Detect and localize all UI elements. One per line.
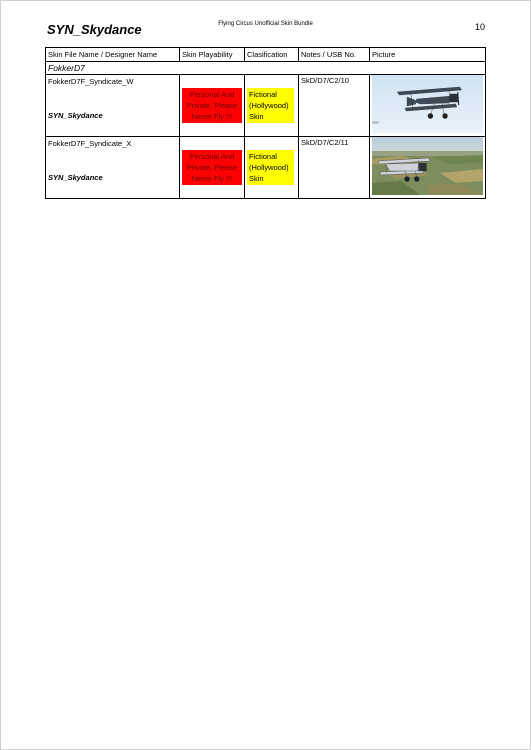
designer-name: SYN_Skydance [48,173,103,182]
skin-table [45,47,486,199]
column-header-classification: Clasification [245,48,299,62]
picture-cell [370,75,486,137]
classification-badge: Fictional (Hollywood) Skin [247,150,294,185]
table-row [46,137,486,199]
playability-badge: Personal And Private, Please Never Fly !!! [182,150,242,185]
skin-name-cell [46,137,180,199]
classification-badge: Fictional (Hollywood) Skin [247,88,294,123]
playability-badge: Personal And Private, Please Never Fly !!! [182,88,242,123]
playability-cell [180,137,245,199]
classification-cell [245,137,299,199]
table-row [46,75,486,137]
notes-cell [299,75,370,137]
skin-file-name: FokkerD7F_Syndicate_W [48,77,134,86]
skin-file-name: FokkerD7F_Syndicate_X [48,139,132,148]
classification-cell [245,75,299,137]
page-number: 10 [475,22,486,32]
table-header-row [46,48,486,62]
usb-number: SkD/D7/C2/11 [301,138,349,147]
skin-name-cell [46,75,180,137]
document-subtitle: Flying Circus Unofficial Skin Bundle [218,21,313,27]
column-header-picture: Picture [370,48,486,62]
column-header-playability: Skin Playability [180,48,245,62]
notes-cell [299,137,370,199]
aircraft-photo [372,137,483,195]
document-title: SYN_Skydance [47,22,142,37]
group-row [46,62,486,75]
column-header-notes: Notes / USB No. [299,48,370,62]
picture-cell [370,137,486,199]
playability-cell [180,75,245,137]
aircraft-photo [372,75,483,133]
designer-name: SYN_Skydance [48,111,103,120]
column-header-skin-file: Skin File Name / Designer Name [46,48,180,62]
group-label: FokkerD7 [46,62,486,75]
usb-number: SkD/D7/C2/10 [301,76,349,85]
